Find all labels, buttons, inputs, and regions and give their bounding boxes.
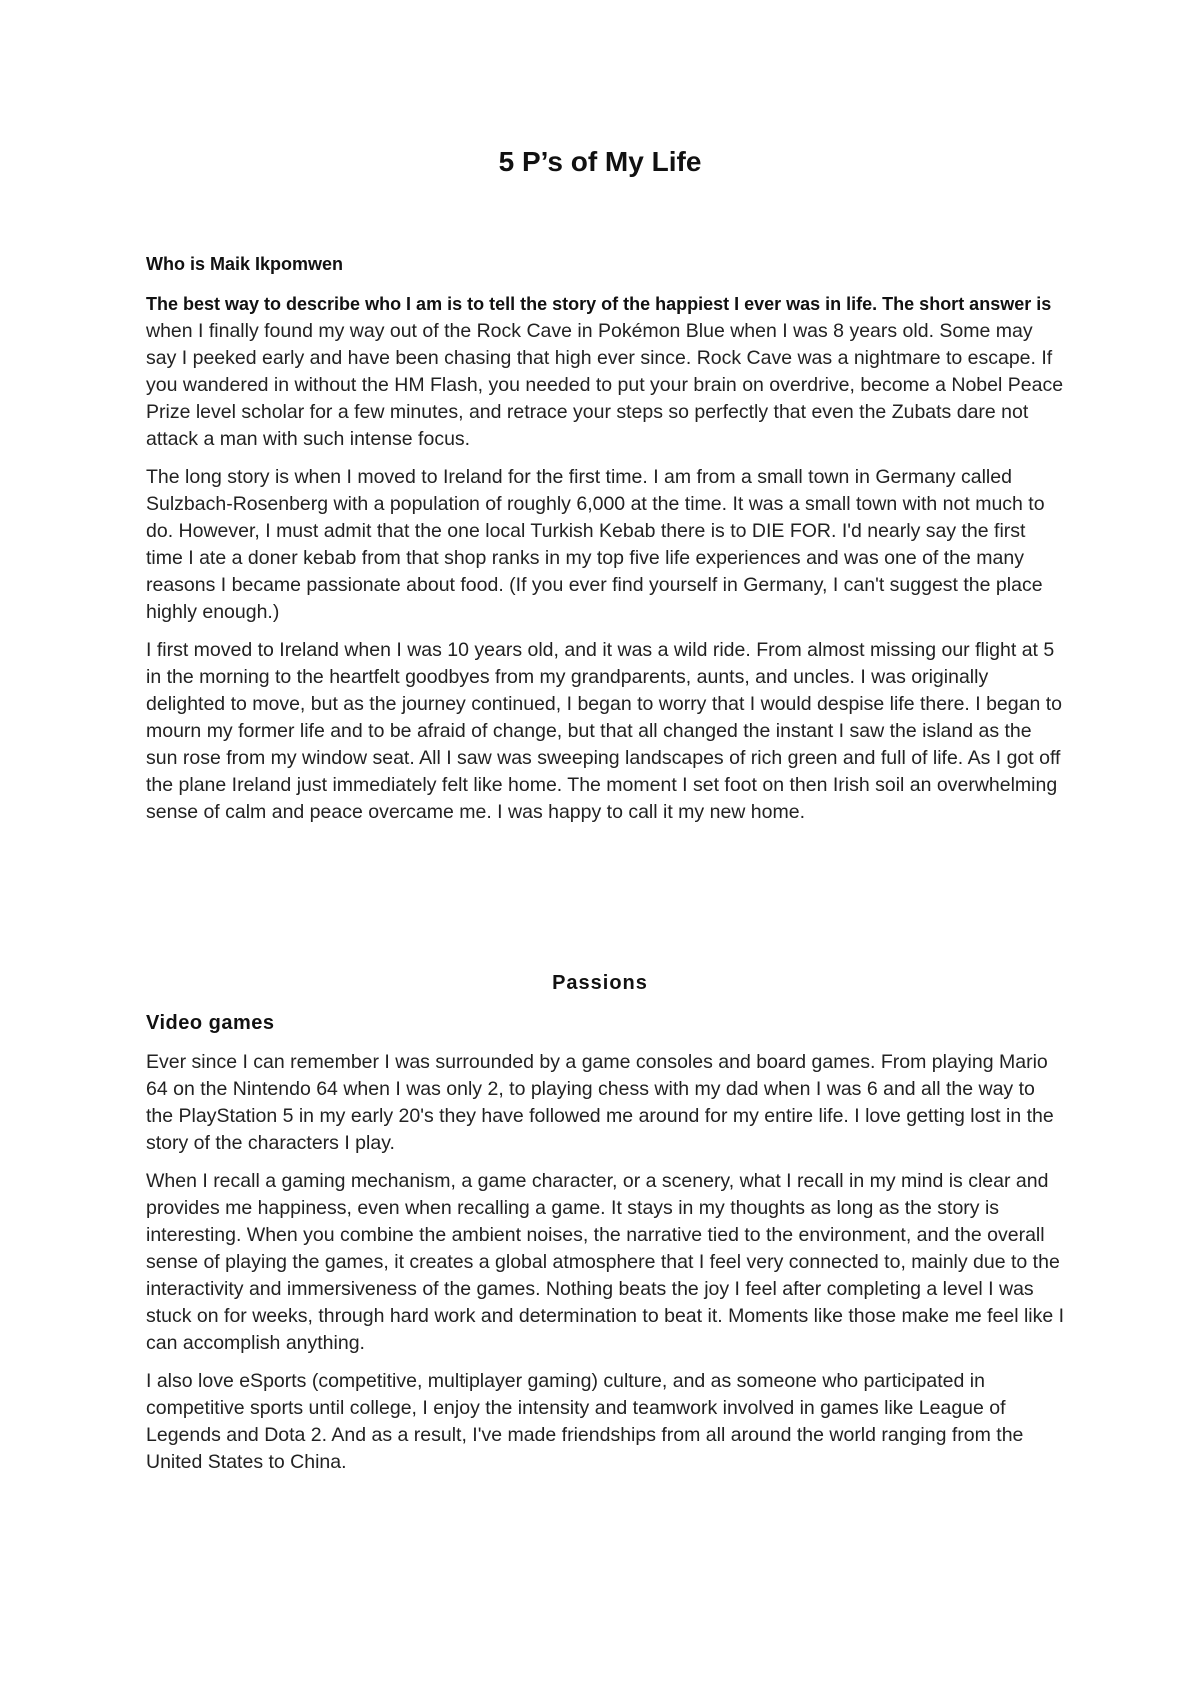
subheading-video-games: Video games bbox=[146, 1012, 275, 1034]
section-heading-who-is: Who is Maik Ikpomwen bbox=[146, 254, 344, 274]
document-title: 5 P’s of My Life bbox=[498, 146, 702, 177]
paragraph-short-answer bbox=[146, 291, 1066, 453]
section-heading-passions: Passions bbox=[552, 972, 648, 994]
paragraph-long-story: The long story is when I moved to Ireland for the first time. I am from a small town in Germany called Sulzbach-Rosenberg with a population of roughly 6,000 at the time. It was a small town with not much to do. However, I must admit that the one local Turkish Kebab there is to DIE FOR. I'd nearly say the first time I ate a doner kebab from that shop ranks in my top five life experiences and was one of the many reasons I became passionate about food. (If you ever find yourself in Germany, I can't suggest the place highly enough.) bbox=[146, 466, 1045, 623]
section-who-is bbox=[146, 254, 1066, 837]
paragraph-moving-to-ireland: I first moved to Ireland when I was 10 years old, and it was a wild ride. From almost missing our flight at 5 in the morning to the heartfelt goodbyes from my grandparents, aunts, and uncles. I was originally delighted to move, but as the journey continued, I began to worry that I would despise life there. I began to mourn my former life and to be afraid of change, but that all changed the instant I saw the island as the sun rose from my window seat. All I saw was sweeping landscapes of rich green and full of life. As I got off the plane Ireland just immediately felt like home. The moment I set foot on then Irish soil an overwhelming sense of calm and peace overcame me. I was happy to call it my new home. bbox=[146, 639, 1062, 823]
paragraph-video-games-recall: When I recall a gaming mechanism, a game character, or a scenery, what I recall in my mind is clear and provides me happiness, even when recalling a game. It stays in my thoughts as long as the story is interesting. When you combine the ambient noises, the narrative tied to the environment, and the overall sense of playing the games, it creates a global atmosphere that I feel very connected to, mainly due to the interactivity and immersiveness of the games. Nothing beats the joy I feel after completing a level I was stuck on for weeks, through hard work and determination to beat it. Moments like those make me feel like I can accomplish anything. bbox=[146, 1170, 1065, 1354]
paragraph-video-games-intro: Ever since I can remember I was surrounded by a game consoles and board games. From playing Mario 64 on the Nintendo 64 when I was only 2, to playing chess with my dad when I was 6 and all the way to the PlayStation 5 in my early 20's they have followed me around for my entire life. I love getting lost in the story of the characters I play. bbox=[146, 1051, 1054, 1154]
paragraph-esports: I also love eSports (competitive, multiplayer gaming) culture, and as someone who participated in competitive sports until college, I enjoy the intensity and teamwork involved in games like League of Legends and Dota 2. And as a result, I've made friendships from all around the world ranging from the United States to China. bbox=[146, 1370, 1024, 1473]
paragraph-lead-text: The best way to describe who I am is to tell the story of the happiest I ever was in life. The short answer is bbox=[146, 294, 1052, 314]
paragraph-rest-text: when I finally found my way out of the Rock Cave in Pokémon Blue when I was 8 years old. Some may say I peeked early and have been chasing that high ever since. Rock Cave was a nightmare to escape. If you wandered in without the HM Flash, you needed to put your brain on overdrive, become a Nobel Peace Prize level scholar for a few minutes, and retrace your steps so perfectly that even the Zubats dare not attack a man with such intense focus. bbox=[146, 320, 1064, 450]
section-passions bbox=[146, 1012, 1066, 1487]
